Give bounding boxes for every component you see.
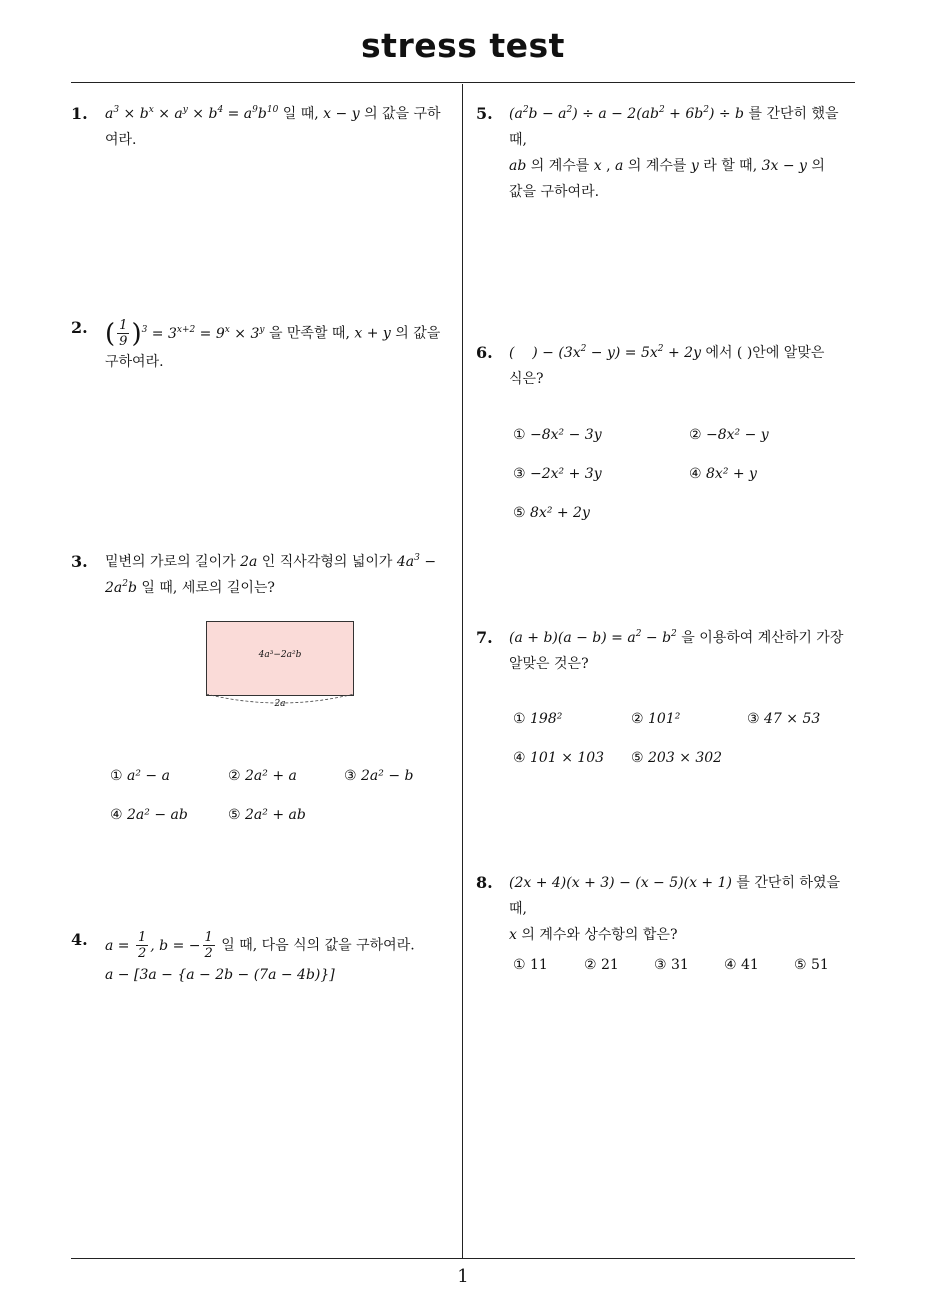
question-2-number: 2. [71, 318, 88, 337]
question-7-text: $(a + b)(a - b) = a^2 - b^2$ 을 이용하여 계산하기 가장 알맞은 것은? [509, 629, 844, 672]
page-title: stress test [361, 26, 565, 65]
question-4-text: a = $\frac{1}{2}$ , b = − $\frac{1}{2}$ 일 때, 다음 식의 값을 구하여라. [105, 930, 415, 961]
q8-option-5[interactable]: ⑤ 51 [794, 957, 829, 973]
question-3-number: 3. [71, 552, 88, 571]
question-2-text: ( $\frac{1}{9}$ )$^3 = 3^{x+2} = 9^x \times 3^y$ 을 만족할 때, x + y 의 값을 구하여라. [105, 318, 441, 370]
question-1-number: 1. [71, 104, 88, 123]
q7-option-3[interactable]: ③ 47 × 53 [747, 711, 821, 727]
page-number: 1 [457, 1266, 469, 1287]
q8-option-1[interactable]: ① 11 [513, 957, 548, 973]
column-divider [462, 84, 463, 1258]
q3-option-2[interactable]: ② 2a² + a [228, 768, 297, 784]
q6-option-5[interactable]: ⑤ 8x² + 2y [513, 505, 590, 521]
question-6-number: 6. [476, 343, 493, 362]
q8-option-3[interactable]: ③ 31 [654, 957, 689, 973]
q6-option-2[interactable]: ② −8x² − y [689, 427, 769, 443]
q3-option-1[interactable]: ① a² − a [110, 768, 170, 784]
q7-option-5[interactable]: ⑤ 203 × 302 [631, 750, 723, 766]
q6-option-4[interactable]: ④ 8x² + y [689, 466, 757, 482]
question-5-number: 5. [476, 104, 493, 123]
question-7-number: 7. [476, 628, 493, 647]
rectangle-width-label: 2a [274, 699, 286, 709]
q3-option-4[interactable]: ④ 2a² − ab [110, 807, 188, 823]
q8-option-4[interactable]: ④ 41 [724, 957, 759, 973]
header-rule [71, 82, 855, 83]
question-8-text: (2x + 4)(x + 3) − (x − 5)(x + 1) 를 간단히 하였을 때, x 의 계수와 상수항의 합은? [509, 875, 840, 943]
q6-option-3[interactable]: ③ −2x² + 3y [513, 466, 602, 482]
q7-option-4[interactable]: ④ 101 × 103 [513, 750, 605, 766]
question-1-text: $a^3 \times b^x \times a^y \times b^4 = a^9b^{10}$ 일 때, x − y 의 값을 구하 여라. [105, 105, 441, 148]
question-5-text: $(a^2b - a^2) \div a - 2(ab^2 + 6b^2) \div b$ 를 간단히 했을 때, ab 의 계수를 x , a 의 계수를 y 라 할 때, 3x − y 의 값을 구하여라. [509, 105, 839, 200]
question-4-number: 4. [71, 930, 88, 949]
q8-option-2[interactable]: ② 21 [584, 957, 619, 973]
question-8-number: 8. [476, 873, 493, 892]
question-6-text: ( ) − $(3x^2 - y) = 5x^2 + 2y$ 에서 ( )안에 알맞은 식은? [509, 344, 825, 387]
rectangle-area-label: 4a³−2a²b [258, 650, 302, 660]
question-4-expression: a − [3a − {a − 2b − (7a − 4b)}] [105, 967, 335, 983]
q3-option-3[interactable]: ③ 2a² − b [344, 768, 414, 784]
question-3-text: 밑변의 가로의 길이가 2a 인 직사각형의 넓이가 $4a^3$ − $2a^2b$ 일 때, 세로의 길이는? [105, 553, 437, 596]
q7-option-1[interactable]: ① 198² [513, 711, 563, 727]
q7-option-2[interactable]: ② 101² [631, 711, 681, 727]
q3-option-5[interactable]: ⑤ 2a² + ab [228, 807, 306, 823]
q6-option-1[interactable]: ① −8x² − 3y [513, 427, 602, 443]
footer-rule [71, 1258, 855, 1259]
